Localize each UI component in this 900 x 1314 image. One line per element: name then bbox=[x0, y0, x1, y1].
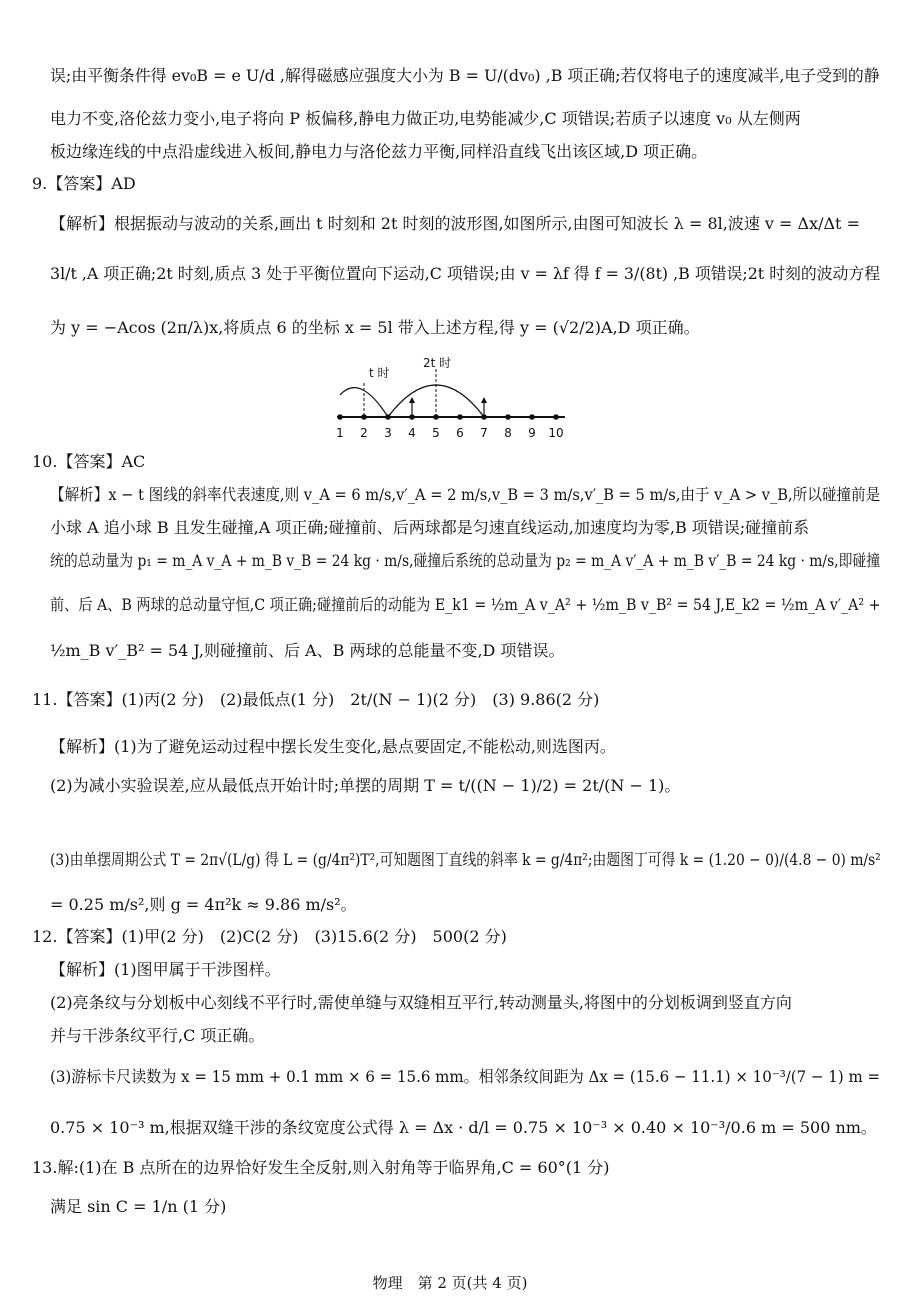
tick-7: 7 bbox=[480, 426, 488, 440]
q9-analysis-1: 【解析】根据振动与波动的关系,画出 t 时刻和 2t 时刻的波形图,如图所示,由图可知波长 λ = 8l,波速 v = Δx/Δt = bbox=[50, 214, 860, 233]
q11-analysis-2: (2)为减小实验误差,应从最低点开始计时;单摆的周期 T = t/((N − 1)/2) = 2t/(N − 1)。 bbox=[50, 776, 681, 795]
q9-analysis-2: 3l/t ,A 项正确;2t 时刻,质点 3 处于平衡位置向下运动,C 项错误;由 v = λf 得 f = 3/(8t) ,B 项错误;2t 时刻的波动方程 bbox=[50, 264, 881, 283]
q10-answer: 10.【答案】AC bbox=[32, 452, 146, 471]
wave-curve-t bbox=[340, 388, 388, 417]
q12-answer: 12.【答案】(1)甲(2 分) (2)C(2 分) (3)15.6(2 分) 500(2 分) bbox=[32, 927, 507, 946]
tick-1: 1 bbox=[336, 426, 344, 440]
q9-answer: 9.【答案】AD bbox=[32, 174, 136, 193]
q13-solution-2: 满足 sin C = 1/n (1 分) bbox=[50, 1197, 227, 1216]
q10-analysis-2: 小球 A 追小球 B 且发生碰撞,A 项正确;碰撞前、后两球都是匀速直线运动,加速度均为零,B 项错误;碰撞前系 bbox=[50, 518, 810, 537]
q11-answer: 11.【答案】(1)丙(2 分) (2)最低点(1 分) 2t/(N − 1)(2 分) (3) 9.86(2 分) bbox=[32, 690, 600, 709]
text-line-1: 误;由平衡条件得 ev₀B = e U/d ,解得磁感应强度大小为 B = U/(dv₀) ,B 项正确;若仅将电子的速度减半,电子受到的静 bbox=[50, 66, 880, 85]
q12-analysis-2: (2)亮条纹与分划板中心刻线不平行时,需使单缝与双缝相互平行,转动测量头,将图中的分划板调到竖直方向 bbox=[50, 993, 792, 1012]
tick-5: 5 bbox=[432, 426, 440, 440]
q11-analysis-1: 【解析】(1)为了避免运动过程中摆长发生变化,悬点要固定,不能松动,则选图丙。 bbox=[50, 737, 616, 756]
q11-analysis-3: (3)由单摆周期公式 T = 2π√(L/g) 得 L = (g/4π²)T²,可知题图丁直线的斜率 k = g/4π²;由题图丁可得 k = (1.20 − 0)/(4.8 − 0) m/s² bbox=[50, 850, 881, 869]
q9-analysis-3: 为 y = −Acos (2π/λ)x,将质点 6 的坐标 x = 5l 带入上述方程,得 y = (√2/2)A,D 项正确。 bbox=[50, 318, 700, 337]
text-line-3: 板边缘连线的中点沿虚线进入板间,静电力与洛伦兹力平衡,同样沿直线飞出该区域,D 项正确。 bbox=[50, 142, 708, 161]
label-2t: 2t 时 bbox=[423, 356, 452, 370]
text-line-2: 电力不变,洛伦兹力变小,电子将向 P 板偏移,静电力做正功,电势能减少,C 项错误;若质子以速度 v₀ 从左侧两 bbox=[50, 109, 801, 128]
tick-3: 3 bbox=[384, 426, 392, 440]
q12-analysis-1: 【解析】(1)图甲属于干涉图样。 bbox=[50, 960, 281, 979]
tick-2: 2 bbox=[360, 426, 368, 440]
arrow-point-4-icon bbox=[409, 397, 415, 417]
tick-10: 10 bbox=[548, 426, 564, 440]
q10-analysis-4: 前、后 A、B 两球的总动量守恒,C 项正确;碰撞前后的动能为 E_k1 = ½m_A v_A² + ½m_B v_B² = 54 J,E_k2 = ½m_A v′_A² + bbox=[50, 595, 881, 614]
tick-6: 6 bbox=[456, 426, 464, 440]
q12-analysis-5: 0.75 × 10⁻³ m,根据双缝干涉的条纹宽度公式得 λ = Δx · d/l = 0.75 × 10⁻³ × 0.40 × 10⁻³/0.6 m = 500 nm。 bbox=[50, 1118, 877, 1137]
wave-figure bbox=[325, 355, 585, 445]
q12-analysis-4: (3)游标卡尺读数为 x = 15 mm + 0.1 mm × 6 = 15.6 mm。相邻条纹间距为 Δx = (15.6 − 11.1) × 10⁻³/(7 − 1) m = bbox=[50, 1067, 881, 1086]
q10-analysis-3: 统的总动量为 p₁ = m_A v_A + m_B v_B = 24 kg · m/s,碰撞后系统的总动量为 p₂ = m_A v′_A + m_B v′_B = 24 kg · m/s,即碰撞 bbox=[50, 551, 881, 570]
label-t: t 时 bbox=[369, 366, 390, 380]
q10-analysis-1: 【解析】x − t 图线的斜率代表速度,则 v_A = 6 m/s,v′_A = 2 m/s,v_B = 3 m/s,v′_B = 5 m/s,由于 v_A > v_B,所以碰撞前是 bbox=[50, 485, 881, 504]
q10-analysis-5: ½m_B v′_B² = 54 J,则碰撞前、后 A、B 两球的总能量不变,D 项错误。 bbox=[50, 641, 565, 660]
q11-analysis-4: = 0.25 m/s²,则 g = 4π²k ≈ 9.86 m/s²。 bbox=[50, 895, 357, 914]
page-footer: 物理 第 2 页(共 4 页) bbox=[372, 1274, 528, 1292]
q12-analysis-3: 并与干涉条纹平行,C 项正确。 bbox=[50, 1026, 265, 1045]
tick-4: 4 bbox=[408, 426, 416, 440]
tick-8: 8 bbox=[504, 426, 512, 440]
q13-solution-1: 13.解:(1)在 B 点所在的边界恰好发生全反射,则入射角等于临界角,C = 60°(1 分) bbox=[32, 1158, 610, 1177]
tick-9: 9 bbox=[528, 426, 536, 440]
